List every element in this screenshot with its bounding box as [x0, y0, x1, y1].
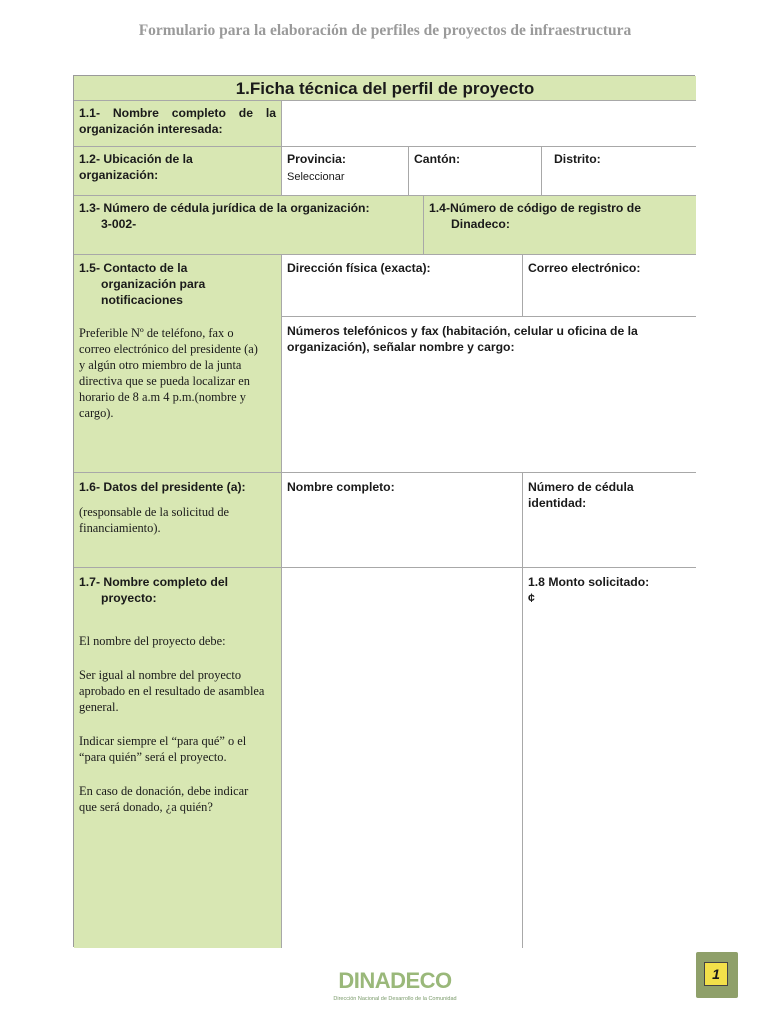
provincia-select[interactable]: Seleccionar	[287, 171, 345, 183]
canton-label: Cantón:	[414, 152, 461, 166]
page-number-badge	[696, 952, 738, 998]
field-1-2-label-cell	[74, 147, 282, 196]
correo-cell[interactable]	[523, 255, 696, 317]
field-1-5-cell	[74, 255, 282, 473]
field-1-7-label: 1.7- Nombre completo del proyecto:	[79, 575, 228, 605]
telefonos-label: Números telefónicos y fax (habitación, celular u oficina de la organización), señalar nombre y cargo:	[287, 324, 638, 354]
field-1-7-help-3: Indicar siempre el “para qué” o el “para quién” será el proyecto.	[79, 734, 247, 764]
presidente-nombre-cell[interactable]	[282, 473, 523, 568]
provincia-label: Provincia:	[287, 152, 346, 166]
provincia-cell	[282, 147, 409, 196]
dinadeco-logo	[330, 968, 460, 1008]
field-1-5-help: Preferible Nº de teléfono, fax o correo electrónico del presidente (a) y algún otro miembro de la junta directiva que se pueda localizar en horario de 8 a.m 4 p.m.(nombre y cargo).	[79, 326, 258, 420]
section-title: 1.Ficha técnica del perfil de proyecto	[74, 76, 696, 101]
field-1-7-help-4: En caso de donación, debe indicar que será donado, ¿a quién?	[79, 784, 249, 814]
currency-symbol: ¢	[528, 591, 535, 605]
canton-cell[interactable]	[409, 147, 542, 196]
presidente-cedula-cell[interactable]	[523, 473, 696, 568]
direccion-label: Dirección física (exacta):	[287, 261, 431, 275]
document-header: Formulario para la elaboración de perfiles de proyectos de infraestructura	[138, 22, 632, 39]
distrito-cell[interactable]	[542, 147, 696, 196]
direccion-cell[interactable]	[282, 255, 523, 317]
cedula-juridica-value[interactable]: 3-002-	[101, 217, 137, 231]
telefonos-cell[interactable]	[282, 317, 696, 473]
field-1-4-label: 1.4-Número de código de registro de Dinadeco:	[429, 201, 641, 231]
field-1-4-cell	[424, 196, 696, 255]
field-1-6-help: (responsable de la solicitud de financiamiento).	[79, 505, 230, 535]
field-1-7-cell	[74, 568, 282, 948]
field-1-3-cell	[74, 196, 424, 255]
field-1-6-cell	[74, 473, 282, 568]
field-1-3-label: 1.3- Número de cédula jurídica de la organización:	[79, 201, 370, 215]
presidente-nombre-label: Nombre completo:	[287, 480, 395, 494]
field-1-1-label: 1.1- Nombre completo de la organización interesada:	[74, 101, 282, 147]
page-number: 1	[704, 962, 728, 986]
correo-label: Correo electrónico:	[528, 261, 641, 275]
logo-wordmark: DINADECO	[338, 968, 452, 993]
monto-cell[interactable]	[523, 568, 696, 948]
field-1-7-help-2: Ser igual al nombre del proyecto aprobado en el resultado de asamblea general.	[79, 668, 265, 714]
monto-label: 1.8 Monto solicitado:	[528, 575, 650, 589]
distrito-label: Distrito:	[554, 152, 601, 166]
logo-tagline: Dirección Nacional de Desarrollo de la Comunidad	[333, 996, 457, 1002]
field-1-7-help-1: El nombre del proyecto debe:	[79, 634, 226, 648]
project-name-input[interactable]	[282, 568, 523, 948]
field-1-6-label: 1.6- Datos del presidente (a):	[79, 480, 246, 494]
presidente-cedula-label: Número de cédula identidad:	[528, 480, 634, 510]
field-1-2-label: 1.2- Ubicación de la organización:	[79, 152, 193, 182]
field-1-5-label: 1.5- Contacto de la organización para notificaciones	[79, 261, 206, 307]
project-profile-form	[73, 75, 695, 947]
organization-name-input[interactable]	[282, 101, 696, 147]
